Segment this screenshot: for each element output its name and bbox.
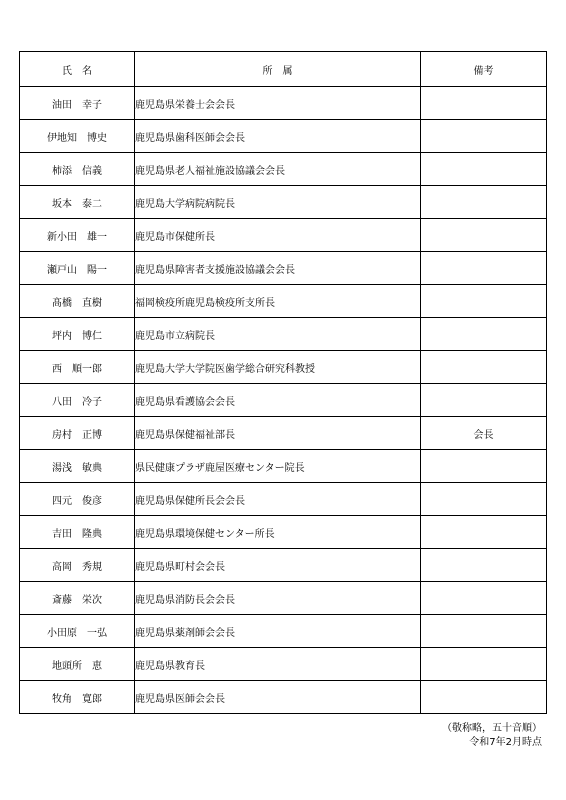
member-affiliation: 県民健康プラザ鹿屋医療センター院長 xyxy=(135,450,421,483)
header-row xyxy=(20,52,547,87)
member-name: 小田原 一弘 xyxy=(20,615,135,648)
table-row xyxy=(20,285,547,318)
table-row xyxy=(20,582,547,615)
member-name: 高岡 秀規 xyxy=(20,549,135,582)
member-affiliation: 鹿児島県消防長会会長 xyxy=(135,582,421,615)
member-affiliation: 鹿児島県看護協会会長 xyxy=(135,384,421,417)
member-affiliation: 鹿児島県医師会会長 xyxy=(135,681,421,714)
member-remarks xyxy=(421,384,547,417)
table-row xyxy=(20,186,547,219)
member-remarks xyxy=(421,252,547,285)
member-affiliation: 鹿児島県環境保健センター所長 xyxy=(135,516,421,549)
member-affiliation: 福岡検疫所鹿児島検疫所支所長 xyxy=(135,285,421,318)
table-row xyxy=(20,351,547,384)
member-name: 八田 冷子 xyxy=(20,384,135,417)
table-row xyxy=(20,648,547,681)
member-remarks xyxy=(421,483,547,516)
member-affiliation: 鹿児島県歯科医師会会長 xyxy=(135,120,421,153)
member-name: 髙橋 直樹 xyxy=(20,285,135,318)
roster-header xyxy=(20,52,547,87)
member-name: 吉田 隆典 xyxy=(20,516,135,549)
member-name: 斎藤 栄次 xyxy=(20,582,135,615)
header-name: 氏 名 xyxy=(20,52,135,87)
header-remarks: 備考 xyxy=(421,52,547,87)
table-row xyxy=(20,483,547,516)
member-name: 伊地知 博史 xyxy=(20,120,135,153)
member-name: 四元 俊彦 xyxy=(20,483,135,516)
member-affiliation: 鹿児島県薬剤師会会長 xyxy=(135,615,421,648)
member-affiliation: 鹿児島県町村会会長 xyxy=(135,549,421,582)
member-roster-table xyxy=(19,51,547,714)
member-affiliation: 鹿児島県老人福祉施設協議会会長 xyxy=(135,153,421,186)
honorific-order-note: （敬称略，五十音順） xyxy=(442,723,542,734)
table-row xyxy=(20,384,547,417)
member-name: 瀬戸山 陽一 xyxy=(20,252,135,285)
member-affiliation: 鹿児島市保健所長 xyxy=(135,219,421,252)
member-affiliation: 鹿児島県障害者支援施設協議会会長 xyxy=(135,252,421,285)
table-row xyxy=(20,120,547,153)
table-row xyxy=(20,87,547,120)
table-row xyxy=(20,549,547,582)
table-row xyxy=(20,252,547,285)
member-name: 西 順一郎 xyxy=(20,351,135,384)
header-affiliation: 所 属 xyxy=(135,52,421,87)
table-row xyxy=(20,153,547,186)
table-row xyxy=(20,681,547,714)
member-remarks xyxy=(421,582,547,615)
member-remarks xyxy=(421,648,547,681)
table-row xyxy=(20,615,547,648)
member-remarks xyxy=(421,318,547,351)
member-name: 地頭所 恵 xyxy=(20,648,135,681)
member-name: 油田 幸子 xyxy=(20,87,135,120)
footer-notes xyxy=(442,722,542,750)
roster-body xyxy=(20,87,547,714)
member-affiliation: 鹿児島県教育長 xyxy=(135,648,421,681)
member-remarks xyxy=(421,285,547,318)
member-name: 湯浅 敏典 xyxy=(20,450,135,483)
member-affiliation: 鹿児島大学病院病院長 xyxy=(135,186,421,219)
member-affiliation: 鹿児島市立病院長 xyxy=(135,318,421,351)
member-name: 新小田 雄一 xyxy=(20,219,135,252)
member-remarks xyxy=(421,219,547,252)
member-remarks xyxy=(421,120,547,153)
table-row xyxy=(20,219,547,252)
member-remarks xyxy=(421,615,547,648)
table-row xyxy=(20,516,547,549)
member-remarks xyxy=(421,351,547,384)
member-remarks xyxy=(421,450,547,483)
member-affiliation: 鹿児島県保健所長会会長 xyxy=(135,483,421,516)
member-name: 坂本 泰二 xyxy=(20,186,135,219)
member-affiliation: 鹿児島県保健福祉部長 xyxy=(135,417,421,450)
as-of-date: 令和7年2月時点 xyxy=(469,737,542,748)
table-row xyxy=(20,318,547,351)
member-remarks xyxy=(421,87,547,120)
member-remarks xyxy=(421,681,547,714)
member-remarks xyxy=(421,549,547,582)
member-remarks xyxy=(421,153,547,186)
member-affiliation: 鹿児島県栄養士会会長 xyxy=(135,87,421,120)
member-name: 坪内 博仁 xyxy=(20,318,135,351)
member-remarks: 会長 xyxy=(421,417,547,450)
member-name: 牧角 寛郎 xyxy=(20,681,135,714)
member-name: 房村 正博 xyxy=(20,417,135,450)
table-row xyxy=(20,450,547,483)
member-name: 柿添 信義 xyxy=(20,153,135,186)
table-row xyxy=(20,417,547,450)
member-affiliation: 鹿児島大学大学院医歯学総合研究科教授 xyxy=(135,351,421,384)
member-remarks xyxy=(421,186,547,219)
member-remarks xyxy=(421,516,547,549)
